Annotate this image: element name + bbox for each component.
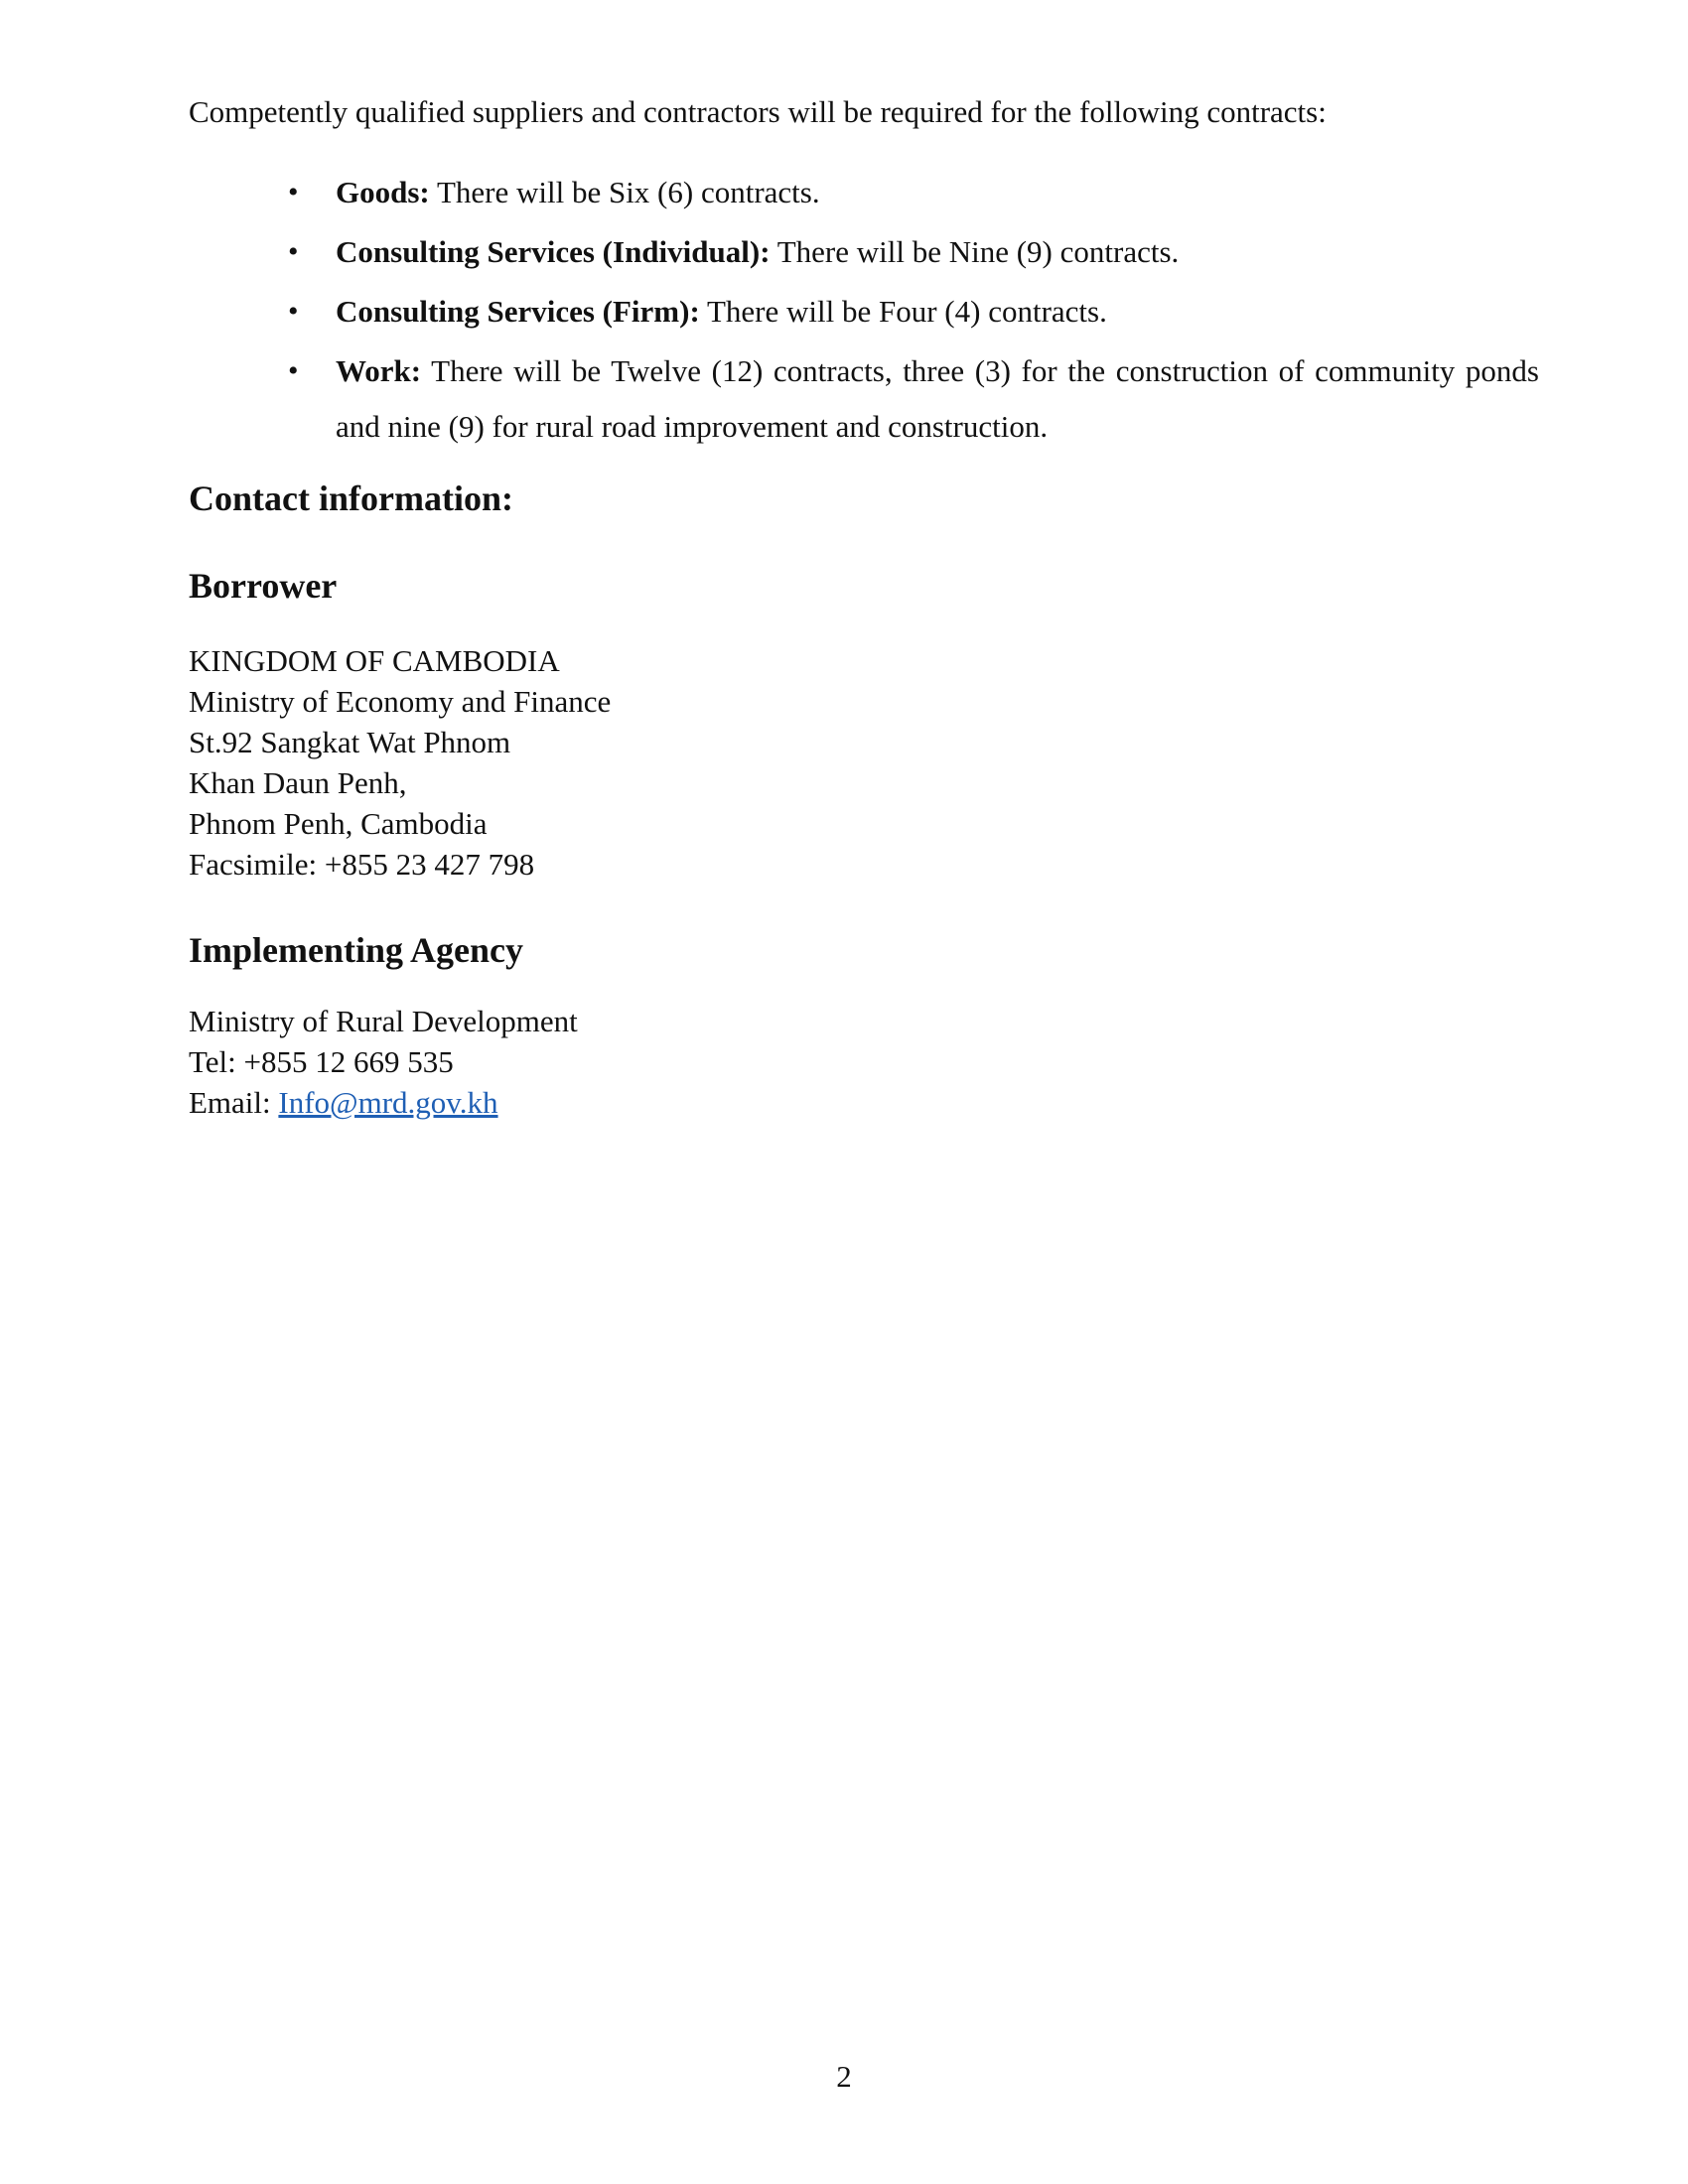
agency-name: Ministry of Rural Development xyxy=(189,1004,578,1038)
list-item-label: Consulting Services (Individual): xyxy=(336,234,771,269)
list-item-text: There will be Nine (9) contracts. xyxy=(770,234,1180,269)
agency-email-label: Email: xyxy=(189,1085,279,1120)
borrower-line: St.92 Sangkat Wat Phnom xyxy=(189,725,511,759)
contact-information-heading: Contact information: xyxy=(189,478,513,518)
contracts-list xyxy=(189,165,1539,459)
bullet-icon: • xyxy=(288,354,299,387)
list-item-label: Consulting Services (Firm): xyxy=(336,294,700,329)
page-number: 2 xyxy=(836,2059,852,2094)
borrower-line: Khan Daun Penh, xyxy=(189,765,407,800)
borrower-line: Ministry of Economy and Finance xyxy=(189,684,612,719)
list-item-consulting-firm xyxy=(189,284,1539,340)
bullet-icon: • xyxy=(288,235,299,268)
list-item-label: Work: xyxy=(336,353,422,388)
borrower-fax: Facsimile: +855 23 427 798 xyxy=(189,847,535,882)
agency-email-link[interactable]: Info@mrd.gov.kh xyxy=(278,1085,498,1120)
list-item-label: Goods: xyxy=(336,175,430,209)
agency-contact xyxy=(189,1001,578,1123)
agency-email-row xyxy=(189,1082,578,1123)
borrower-address xyxy=(189,640,611,885)
list-item-work xyxy=(189,343,1539,455)
list-item-goods xyxy=(189,165,1539,220)
borrower-line: KINGDOM OF CAMBODIA xyxy=(189,643,560,678)
list-item-consulting-individual xyxy=(189,224,1539,280)
list-item-text: There will be Four (4) contracts. xyxy=(699,294,1107,329)
intro-paragraph: Competently qualified suppliers and contractors will be required for the following contracts: xyxy=(189,94,1327,129)
bullet-icon: • xyxy=(288,176,299,208)
bullet-icon: • xyxy=(288,295,299,328)
list-item-text: There will be Six (6) contracts. xyxy=(429,175,820,209)
implementing-agency-heading: Implementing Agency xyxy=(189,930,523,970)
agency-tel: Tel: +855 12 669 535 xyxy=(189,1044,454,1079)
list-item-text: There will be Twelve (12) contracts, three (3) for the construction of community ponds and nine (9) for rural road improvement and construction. xyxy=(336,353,1539,444)
borrower-heading: Borrower xyxy=(189,566,338,606)
borrower-line: Phnom Penh, Cambodia xyxy=(189,806,488,841)
